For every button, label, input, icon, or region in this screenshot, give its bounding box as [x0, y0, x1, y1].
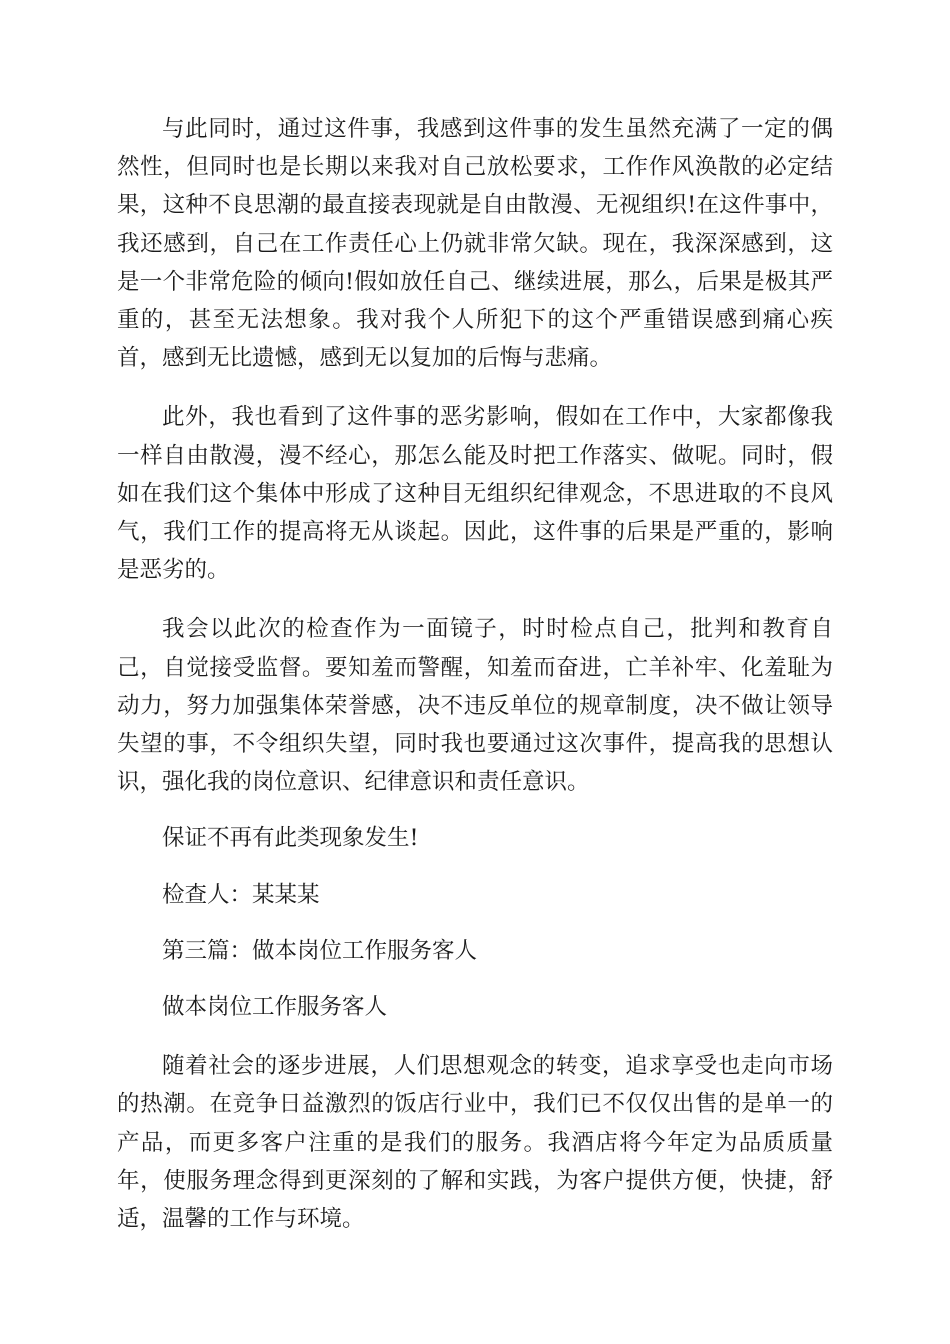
paragraph-guarantee: 保证不再有此类现象发生!	[162, 825, 419, 852]
paragraph-impact: 此外，我也看到了这件事的恶劣影响，假如在工作中，大家都像我一样自由散漫，漫不经心，那怎么能及时把工作落实、做呢。同时，假如在我们这个集体中形成了这种目无组织纪律观念，不思进取的不良风气，我们工作的提高将无从谈起。因此，这件事的后果是严重的，影响是恶劣的。	[117, 404, 833, 584]
document-page	[117, 110, 833, 1238]
paragraph-service-intro: 随着社会的逐步进展，人们思想观念的转变，追求享受也走向市场的热潮。在竞争日益激烈的饭店行业中，我们已不仅仅出售的是单一的产品，而更多客户注重的是我们的服务。我酒店将今年定为品质质量年，使服务理念得到更深刻的了解和实践，为客户提供方便，快捷，舒适，温馨的工作与环境。	[117, 1053, 833, 1233]
article-title: 做本岗位工作服务客人	[162, 994, 388, 1021]
signature-line: 检查人：某某某	[162, 881, 320, 908]
section-heading: 第三篇：做本岗位工作服务客人	[162, 937, 478, 964]
paragraph-reflection: 与此同时，通过这件事，我感到这件事的发生虽然充满了一定的偶然性，但同时也是长期以来我对自己放松要求，工作作风涣散的必定结果，这种不良思潮的最直接表现就是自由散漫、无视组织!在这件事中，我还感到，自己在工作责任心上仍就非常欠缺。现在，我深深感到，这是一个非常危险的倾向!假如放任自己、继续进展，那么，后果是极其严重的，甚至无法想象。我对我个人所犯下的这个严重错误感到痛心疾首，感到无比遗憾，感到无以复加的后悔与悲痛。	[117, 116, 833, 372]
paragraph-commitment: 我会以此次的检查作为一面镜子，时时检点自己，批判和教育自己，自觉接受监督。要知羞而警醒，知羞而奋进，亡羊补牢、化羞耻为动力，努力加强集体荣誉感，决不违反单位的规章制度，决不做让领导失望的事，不令组织失望，同时我也要通过这次事件，提高我的思想认识，强化我的岗位意识、纪律意识和责任意识。	[117, 616, 833, 796]
